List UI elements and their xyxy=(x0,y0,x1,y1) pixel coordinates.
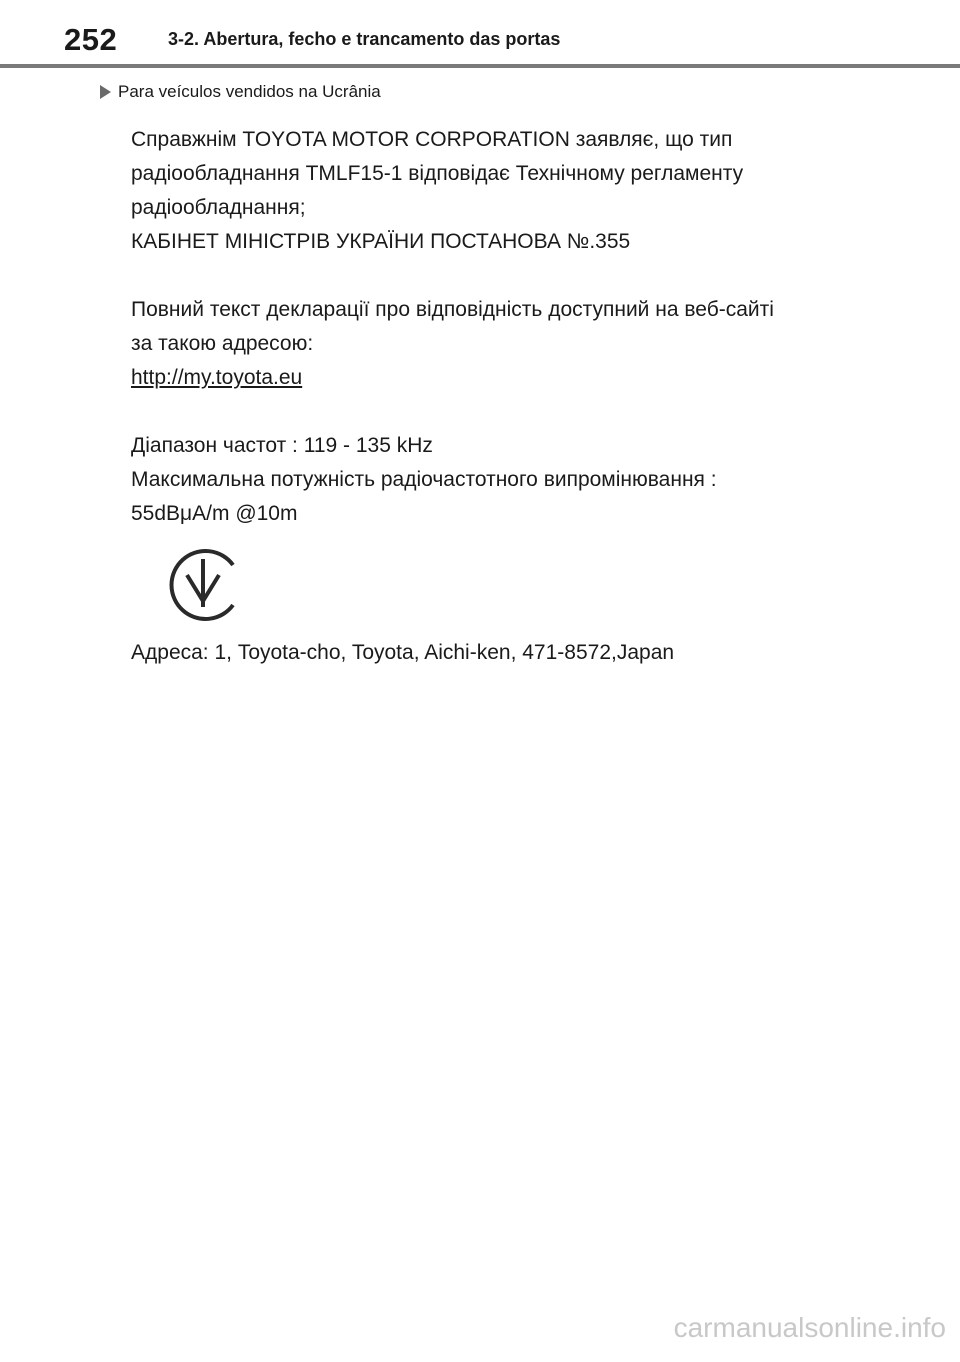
page-number: 252 xyxy=(64,22,118,57)
watermark: carmanualsonline.info xyxy=(673,1312,946,1343)
spacer xyxy=(131,395,891,429)
section-title: 3-2. Abertura, fecho e trancamento das portas xyxy=(168,29,561,49)
power-line: Максимальна потужність радіочастотного випромінювання : xyxy=(131,468,717,491)
declaration-line: КАБІНЕТ МІНІСТРІВ УКРАЇНИ ПОСТАНОВА №.355 xyxy=(131,230,631,253)
frequency-line: Діапазон частот : 119 - 135 kHz xyxy=(131,434,433,457)
fulltext-line: за такою адресою: xyxy=(131,332,314,355)
triangle-right-icon xyxy=(100,85,111,99)
declaration-line: Справжнім TOYOTA MOTOR CORPORATION заявляє, що тип xyxy=(131,128,733,151)
ukrainian-conformity-mark-icon xyxy=(163,545,243,625)
header-divider xyxy=(0,64,960,68)
subheading xyxy=(100,82,381,102)
declaration-content xyxy=(131,123,891,670)
declaration-line: радіообладнання TMLF15-1 відповідає Технічному регламенту xyxy=(131,162,744,185)
fulltext-line: Повний текст декларації про відповідність доступний на веб-сайті xyxy=(131,298,774,321)
page-header xyxy=(0,0,960,70)
declaration-link[interactable]: http://my.toyota.eu xyxy=(131,366,303,389)
power-line: 55dBμA/m @10m xyxy=(131,502,298,525)
declaration-line: радіообладнання; xyxy=(131,196,306,219)
address-line: Адреса: 1, Toyota-cho, Toyota, Aichi-ken, 471-8572,Japan xyxy=(131,641,675,664)
subheading-text: Para veículos vendidos na Ucrânia xyxy=(118,82,381,101)
spacer xyxy=(131,259,891,293)
